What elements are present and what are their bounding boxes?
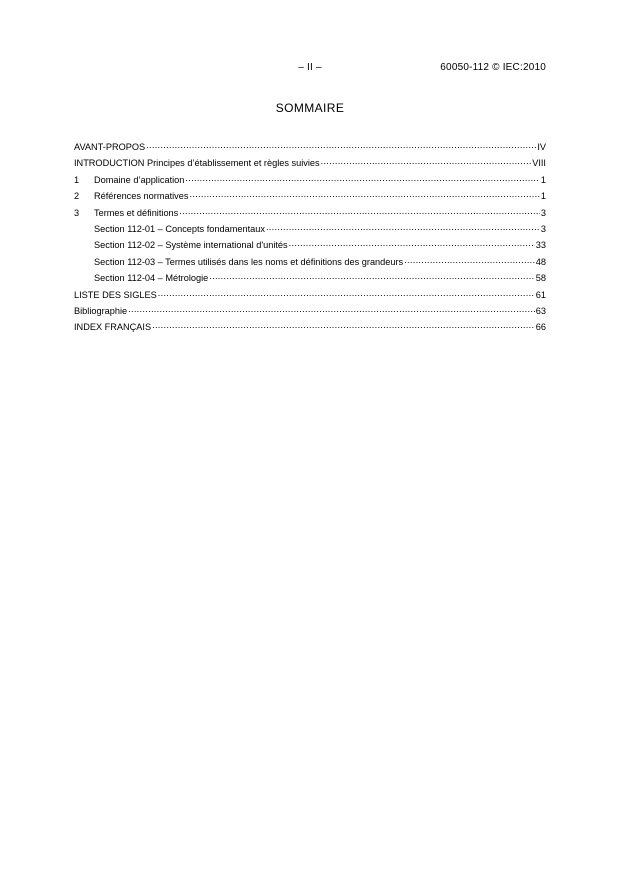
toc-entry[interactable] (74, 320, 546, 336)
toc-entry-page: 61 (535, 289, 546, 300)
toc-entry-title: Références normatives (94, 191, 189, 202)
toc-entry-number: 2 (74, 191, 80, 202)
toc-entry-title: Domaine d’application (94, 174, 185, 185)
toc-entry[interactable] (74, 288, 546, 304)
page-title: SOMMAIRE (275, 101, 345, 115)
toc-entry-page: 3 (540, 223, 546, 234)
toc-entry[interactable] (74, 206, 546, 222)
toc-entry-title: Section 112-03 – Termes utilisés dans les noms et définitions des grandeurs (94, 256, 404, 267)
toc-entry[interactable] (74, 140, 546, 156)
toc-entry[interactable] (74, 156, 546, 172)
toc-entry-title: Section 112-01 – Concepts fondamentaux (94, 223, 265, 234)
table-of-contents (74, 140, 546, 337)
toc-entry-page: IV (537, 142, 546, 152)
toc-entry[interactable] (74, 173, 546, 189)
dot-leader (404, 255, 535, 265)
toc-entry-number: 1 (74, 174, 80, 185)
toc-entry-page: 48 (535, 256, 546, 267)
toc-entry-title: Section 112-02 – Système international d'unités (94, 240, 288, 251)
page-number: – II – (298, 62, 322, 73)
dot-leader (289, 238, 535, 248)
dot-leader (189, 189, 539, 199)
dot-leader (266, 222, 540, 232)
dot-leader (209, 271, 535, 281)
toc-entry-page: 33 (535, 240, 546, 251)
dot-leader (321, 156, 532, 166)
toc-entry-title: Bibliographie (74, 305, 128, 316)
dot-leader (185, 173, 539, 183)
toc-entry-page: 66 (535, 322, 546, 333)
dot-leader (128, 304, 535, 314)
dot-leader (158, 288, 535, 298)
toc-entry-title: INTRODUCTION Principes d’établissement et règles suivies (74, 158, 320, 169)
toc-entry-title: Termes et définitions (94, 207, 179, 218)
toc-entry[interactable] (74, 271, 546, 287)
toc-entry-page: 58 (535, 273, 546, 284)
dot-leader (179, 206, 540, 216)
toc-entry[interactable] (74, 189, 546, 205)
dot-leader (146, 140, 536, 150)
toc-entry-page: 1 (540, 191, 546, 202)
toc-entry-page: 3 (540, 207, 546, 218)
dot-leader (152, 320, 535, 330)
toc-entry[interactable] (74, 255, 546, 271)
toc-entry-number: 3 (74, 207, 80, 218)
toc-entry[interactable] (74, 238, 546, 254)
toc-entry[interactable] (74, 304, 546, 320)
toc-entry-title: Section 112-04 – Métrologie (94, 273, 209, 284)
toc-entry-page: 63 (535, 305, 546, 316)
toc-entry-title: INDEX FRANÇAIS (74, 322, 152, 333)
toc-entry-page: 1 (540, 174, 546, 185)
toc-entry-title: LISTE DES SIGLES (74, 289, 157, 300)
document-reference: 60050-112 © IEC:2010 (440, 62, 546, 73)
toc-entry-page: VIII (532, 158, 546, 169)
toc-entry[interactable] (74, 222, 546, 238)
toc-entry-title: AVANT-PROPOS (74, 142, 146, 152)
